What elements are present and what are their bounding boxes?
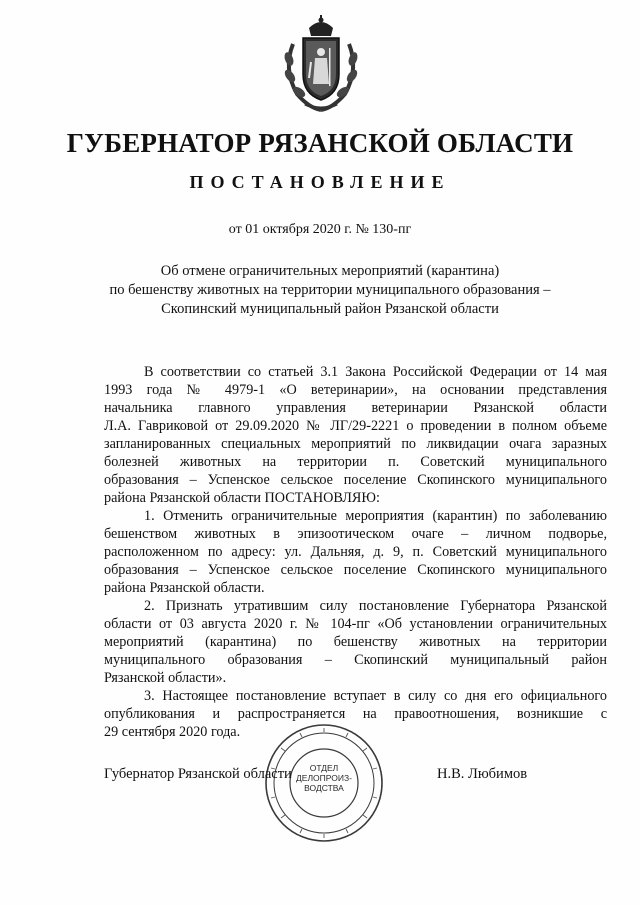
body-line: района Рязанской области.	[104, 580, 265, 596]
body-line: расположенном по адресу: ул. Дальняя, д. 9, п. Советский муниципального	[104, 544, 607, 560]
body-line: В соответствии со статьей 3.1 Закона Российской Федерации от 14 мая	[144, 364, 607, 380]
body-line: 29 сентября 2020 года.	[104, 724, 241, 740]
subject-line: по бешенству животных на территории муниципального образования –	[109, 282, 551, 298]
body-line: болезней животных на территории п. Советский муниципального	[104, 454, 607, 470]
stamp-line: ДЕЛОПРОИЗ-	[296, 773, 352, 783]
stamp-center-text	[291, 763, 357, 793]
body-line: начальника главного управления ветеринарии Рязанской области	[104, 400, 607, 416]
document-type: ПОСТАНОВЛЕНИЕ	[189, 172, 451, 192]
body-line: образования – Успенское сельское поселение Скопинского муниципального	[104, 562, 607, 578]
document-body	[104, 363, 607, 741]
document-date-number: от 01 октября 2020 г. № 130-пг	[228, 222, 412, 237]
body-line: мероприятий (карантина) по бешенству животных на территории	[104, 634, 607, 650]
body-line: муниципального образования – Скопинский муниципальный район	[104, 652, 607, 668]
body-line: области от 03 августа 2020 г. № 104-пг «Об установлении ограничительных	[104, 616, 607, 632]
ryazan-coat-of-arms-icon	[279, 14, 363, 114]
body-line: образования – Успенское сельское поселение Скопинского муниципального	[104, 472, 607, 488]
body-line: 1. Отменить ограничительные мероприятия (карантин) по заболеванию	[144, 508, 607, 524]
body-line: запланированных специальных мероприятий по ликвидации очага заразных	[104, 436, 607, 452]
signatory-position: Губернатор Рязанской области	[104, 766, 292, 782]
intro-paragraph	[104, 363, 607, 507]
issuer-title: ГУБЕРНАТОР РЯЗАНСКОЙ ОБЛАСТИ	[66, 128, 574, 158]
signatory-name: Н.В. Любимов	[437, 766, 528, 782]
body-line: опубликования и распространяется на правоотношения, возникшие с	[104, 706, 607, 722]
body-line: района Рязанской области ПОСТАНОВЛЯЮ:	[104, 490, 380, 506]
document-subject	[100, 262, 560, 319]
stamp-line: ОТДЕЛ	[309, 763, 339, 773]
body-line: 3. Настоящее постановление вступает в силу со дня его официального	[144, 688, 607, 704]
body-line: 2. Признать утратившим силу постановление Губернатора Рязанской	[144, 598, 607, 614]
stamp-line: ВОДСТВА	[304, 783, 344, 793]
subject-line: Скопинский муниципальный район Рязанской области	[161, 301, 499, 317]
body-line: бешенством животных в эпизоотическом очаге – личном подворье,	[104, 526, 607, 542]
body-line: Рязанской области».	[104, 670, 227, 686]
subject-line: Об отмене ограничительных мероприятий (карантина)	[160, 263, 500, 279]
body-line: 1993 года № 4979-1 «О ветеринарии», на основании представления	[104, 382, 607, 398]
item-1-paragraph	[104, 507, 607, 597]
body-line: Л.А. Гавриковой от 29.09.2020 № ЛГ/29-2221 о проведении в полном объеме	[104, 418, 607, 434]
item-2-paragraph	[104, 597, 607, 687]
